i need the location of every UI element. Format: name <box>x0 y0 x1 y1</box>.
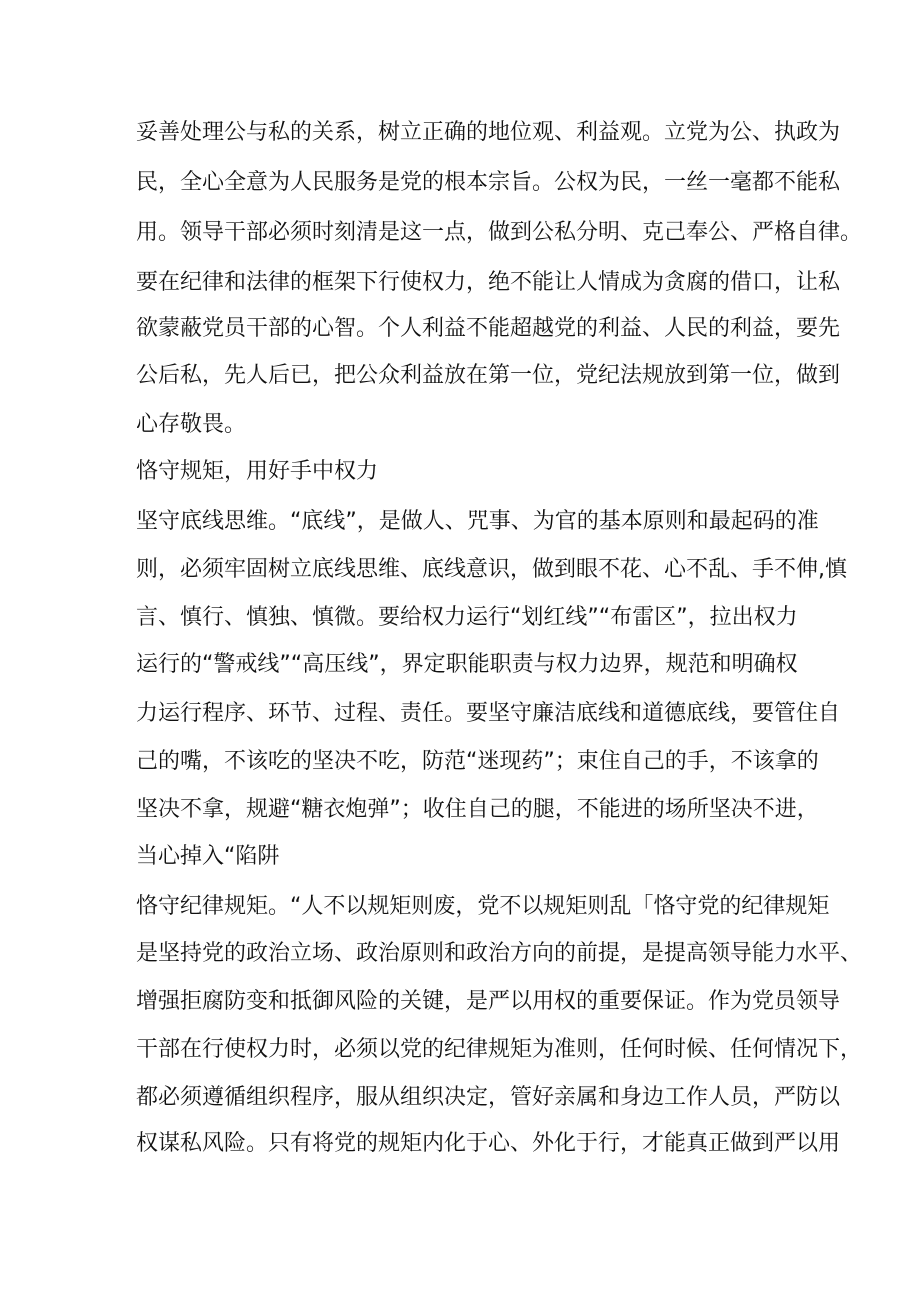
text-line: 用。领导干部必须时刻清是这一点，做到公私分明、克己奉公、严格自律。 <box>136 220 863 245</box>
text-line: 力运行程序、环节、过程、责任。要坚守廉洁底线和道德底线，要管住自 <box>136 701 841 726</box>
text-line: 是坚持党的政治立场、政治原则和政治方向的前提，是提高领导能力水平、 <box>136 941 863 966</box>
text-line: 都必须遵循组织程序，服从组织决定，管好亲属和身边工作人员，严防以 <box>136 1085 841 1110</box>
text-line: 欲蒙蔽党员干部的心智。个人利益不能超越党的利益、人民的利益，要先 <box>136 316 841 341</box>
text-line: 要在纪律和法律的框架下行使权力，绝不能让人情成为贪腐的借口，让私 <box>136 270 841 295</box>
text-line: 公后私，先人后已，把公众利益放在第一位，党纪法规放到第一位，做到 <box>136 363 841 388</box>
section-heading: 恪守规矩，用好手中权力 <box>136 459 379 484</box>
text-line: 坚决不拿，规避“糖衣炮弹”；收住自己的腿，不能进的场所坚决不进， <box>136 797 819 822</box>
text-line: 恪守纪律规矩。“人不以规矩则废，党不以规矩则乱「恪守党的纪律规矩 <box>136 894 830 919</box>
text-line: 当心掉入“陷阱 <box>136 844 280 869</box>
text-line: 增强拒腐防变和抵御风险的关键，是严以用权的重要保证。作为党员领导 <box>136 989 841 1014</box>
text-line: 妥善处理公与私的关系，树立正确的地位观、利益观。立党为公、执政为 <box>136 120 841 145</box>
text-line: 运行的“警戒线”“高压线”，界定职能职责与权力边界，规范和明确权 <box>136 652 798 677</box>
text-line: 权谋私风险。只有将党的规矩内化于心、外化于行，才能真正做到严以用 <box>136 1131 841 1156</box>
text-line: 民，全心全意为人民服务是党的根本宗旨。公权为民，一丝一毫都不能私 <box>136 170 841 195</box>
text-line: 则，必须牢固树立底线思维、底线意识，做到眼不花、心不乱、手不伸,慎 <box>136 557 847 582</box>
text-line: 干部在行使权力时，必须以党的纪律规矩为准则，任何时候、任何情况下， <box>136 1037 863 1062</box>
text-line: 心存敬畏。 <box>136 412 247 437</box>
text-line: 坚守底线思维。“底线”，是做人、咒事、为官的基本原则和最起码的准 <box>136 509 819 534</box>
text-line: 己的嘴，不该吃的坚决不吃，防范“迷现药”；束住自己的手，不该拿的 <box>136 749 819 774</box>
text-line: 言、慎行、慎独、慎微。要给权力运行“划红线”“布雷区”，拉出权力 <box>136 605 798 630</box>
